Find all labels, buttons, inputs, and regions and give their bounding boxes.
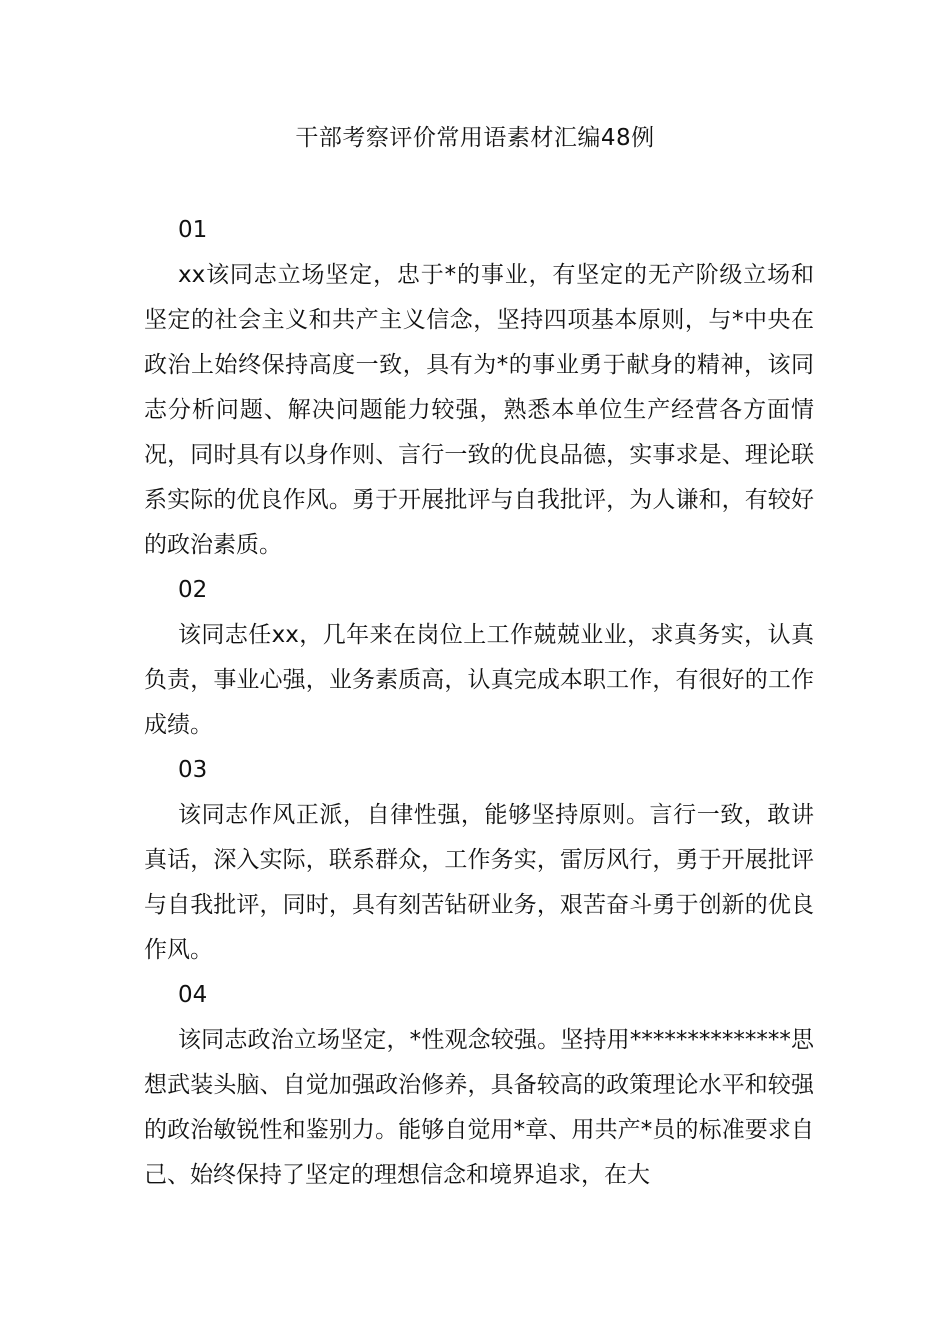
document-title: 干部考察评价常用语素材汇编48例 (295, 125, 655, 151)
section-number: 04 (178, 982, 208, 1008)
document-body (144, 208, 814, 1198)
section-paragraph: 该同志作风正派，自律性强，能够坚持原则。言行一致，敢讲真话，深入实际，联系群众，工作务实，雷厉风行，勇于开展批评与自我批评，同时，具有刻苦钻研业务，艰苦奋斗勇于创新的优良作风。 (144, 802, 814, 963)
section-paragraph: 该同志任xx，几年来在岗位上工作兢兢业业，求真务实，认真负责，事业心强，业务素质高，认真完成本职工作，有很好的工作成绩。 (144, 622, 814, 738)
section-number: 01 (178, 217, 208, 243)
section-number: 03 (178, 757, 208, 783)
section-number: 02 (178, 577, 208, 603)
section-paragraph: 该同志政治立场坚定，*性观念较强。坚持用**************思想武装头脑、自觉加强政治修养，具备较高的政策理论水平和较强的政治敏锐性和鉴别力。能够自觉用*章、用共产*员的标准要求自己、始终保持了坚定的理想信念和境界追求，在大 (144, 1027, 814, 1188)
section-paragraph: xx该同志立场坚定，忠于*的事业，有坚定的无产阶级立场和坚定的社会主义和共产主义信念，坚持四项基本原则，与*中央在政治上始终保持高度一致，具有为*的事业勇于献身的精神，该同志分析问题、解决问题能力较强，熟悉本单位生产经营各方面情况，同时具有以身作则、言行一致的优良品德，实事求是、理论联系实际的优良作风。勇于开展批评与自我批评，为人谦和，有较好的政治素质。 (144, 262, 814, 558)
